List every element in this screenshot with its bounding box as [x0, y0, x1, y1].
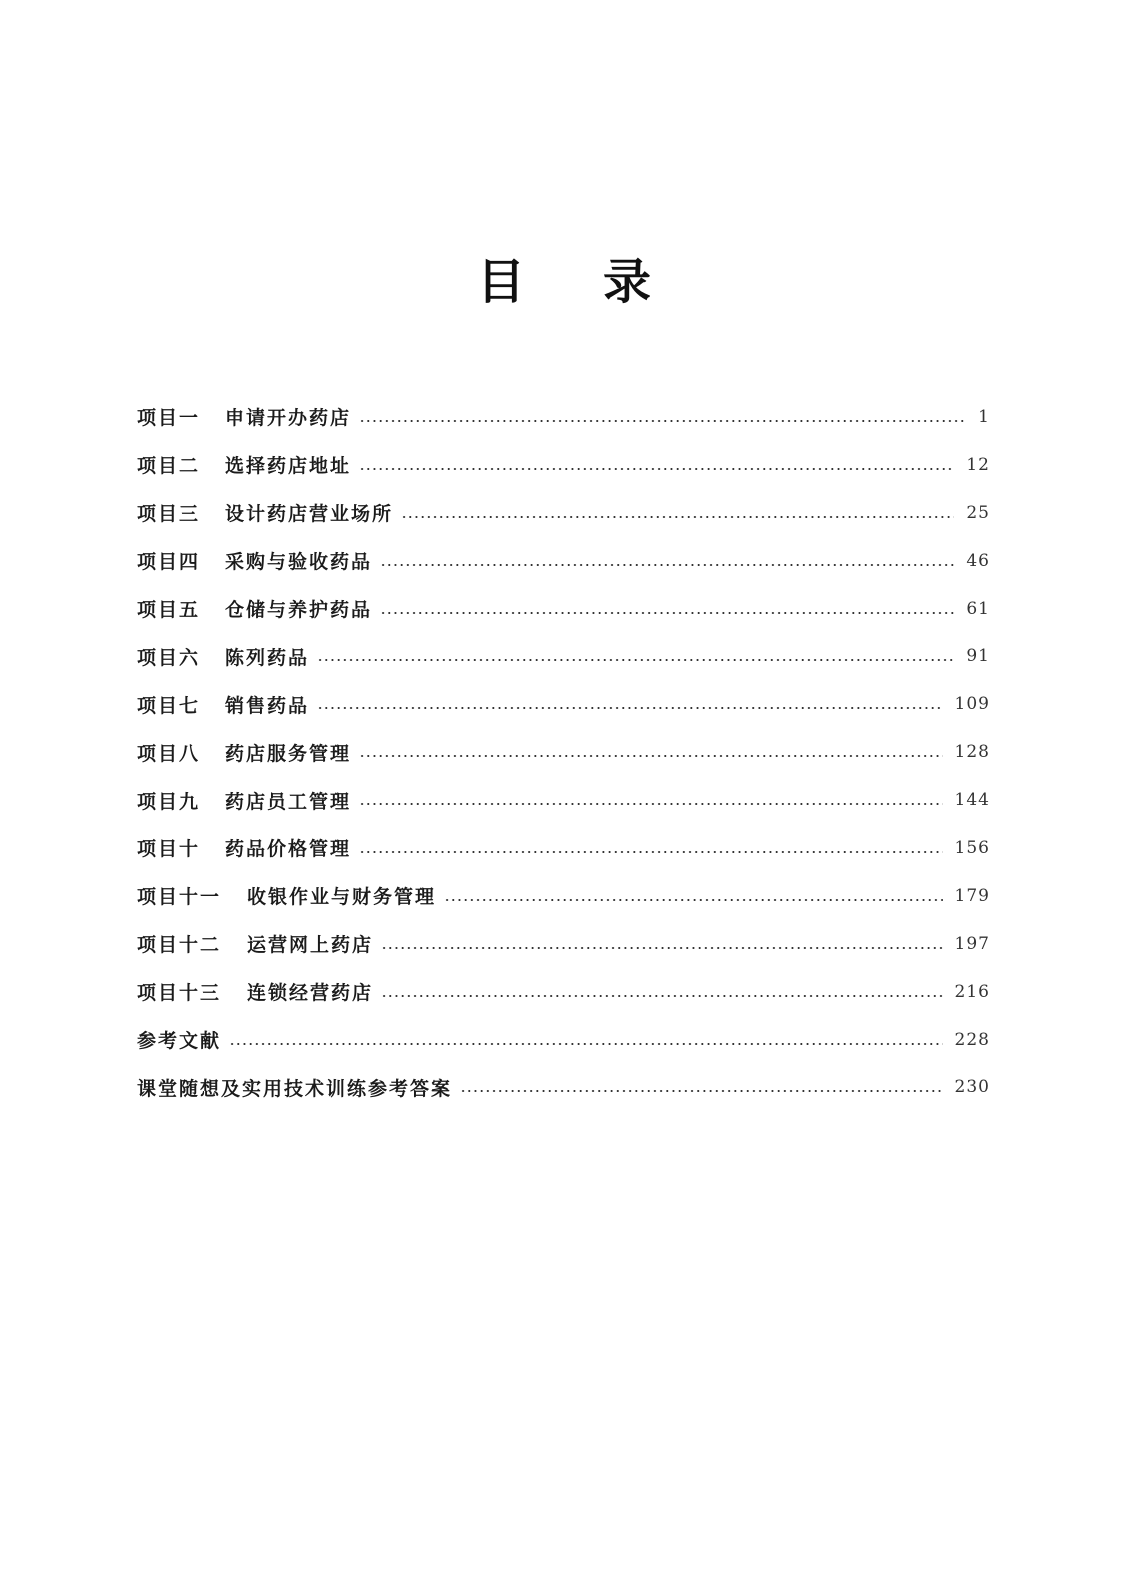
toc-entry-page: 109: [954, 694, 990, 715]
toc-entry-page: 179: [954, 885, 990, 906]
toc-entry-page: 91: [966, 646, 990, 667]
dot-leader: [401, 516, 954, 518]
dot-leader: [359, 851, 943, 853]
dot-leader: [359, 803, 943, 805]
toc-entry-title: 采购与验收药品: [225, 551, 373, 574]
toc-entry[interactable]: [137, 776, 990, 824]
toc-entry-label: [137, 595, 372, 622]
toc-entry-page: 230: [954, 1077, 990, 1098]
toc-entry-project: 项目三: [137, 503, 201, 526]
toc-entry[interactable]: [137, 680, 990, 728]
dot-leader: [359, 420, 966, 422]
dot-leader: [444, 899, 943, 901]
toc-entry-label: [137, 691, 309, 718]
toc-entry-title: 申请开办药店: [225, 407, 352, 430]
toc-entry-project: 项目六: [137, 646, 201, 669]
toc-entry-page: 61: [966, 598, 990, 619]
toc-entry[interactable]: [137, 489, 990, 537]
toc-entry[interactable]: [137, 393, 990, 441]
toc-entry-page: 128: [954, 742, 990, 763]
toc-entry-title: 选择药店地址: [225, 455, 352, 478]
toc-entry-title: 设计药店营业场所: [225, 503, 394, 526]
toc-entry-label: [137, 1074, 452, 1101]
toc-entry-label: [137, 451, 351, 478]
toc-entry[interactable]: [137, 441, 990, 489]
page-title-char-1: 目: [476, 254, 525, 310]
dot-leader: [359, 468, 954, 470]
toc-entry-project: 项目七: [137, 694, 201, 717]
toc-entry-label: [137, 499, 393, 526]
toc-entry-project: 项目八: [137, 742, 201, 765]
toc-entry-page: 46: [966, 550, 990, 571]
toc-entry[interactable]: [137, 537, 990, 585]
toc-entry[interactable]: [137, 1016, 990, 1064]
toc-entry-label: [137, 403, 351, 430]
toc-entry-page: 228: [954, 1029, 990, 1050]
toc-entry-page: 1: [978, 406, 990, 427]
toc-entry-page: 12: [966, 454, 990, 475]
toc-entry[interactable]: [137, 728, 990, 776]
toc-entry-title: 课堂随想及实用技术训练参考答案: [137, 1077, 453, 1100]
toc-entry-title: 药店服务管理: [225, 742, 352, 765]
toc-entry-project: 项目二: [137, 455, 201, 478]
toc-entry-project: 项目四: [137, 551, 201, 574]
toc-entry-label: [137, 643, 309, 670]
toc-entry-label: [137, 834, 351, 861]
toc-entry[interactable]: [137, 920, 990, 968]
toc-entry-title: 参考文献: [137, 1030, 222, 1053]
table-of-contents: [137, 393, 990, 1111]
toc-entry-project: 项目十: [137, 838, 201, 861]
page-title-char-2: 录: [603, 254, 652, 310]
dot-leader: [229, 1043, 943, 1045]
toc-entry[interactable]: [137, 1063, 990, 1111]
toc-entry-page: 144: [954, 790, 990, 811]
toc-entry-title: 药店员工管理: [225, 790, 352, 813]
toc-entry-title: 连锁经营药店: [247, 982, 374, 1005]
toc-entry-project: 项目一: [137, 407, 201, 430]
toc-entry-project: 项目九: [137, 790, 201, 813]
toc-entry[interactable]: [137, 872, 990, 920]
toc-entry-title: 收银作业与财务管理: [247, 886, 437, 909]
toc-entry-project: 项目十三: [137, 982, 222, 1005]
toc-entry-label: [137, 882, 436, 909]
toc-entry-label: [137, 547, 372, 574]
dot-leader: [380, 564, 954, 566]
toc-entry-label: [137, 739, 351, 766]
toc-entry-page: 156: [954, 837, 990, 858]
dot-leader: [380, 612, 954, 614]
toc-entry-title: 陈列药品: [225, 646, 310, 669]
dot-leader: [381, 947, 943, 949]
toc-entry-page: 197: [954, 933, 990, 954]
dot-leader: [381, 995, 943, 997]
toc-entry-label: [137, 787, 351, 814]
toc-entry-page: 25: [966, 502, 990, 523]
toc-entry-project: 项目十一: [137, 886, 222, 909]
dot-leader: [359, 755, 943, 757]
toc-entry-label: [137, 930, 373, 957]
page-title: [0, 252, 1128, 312]
dot-leader: [317, 707, 943, 709]
toc-entry-label: [137, 978, 373, 1005]
toc-entry-title: 仓储与养护药品: [225, 599, 373, 621]
toc-entry[interactable]: [137, 632, 990, 680]
toc-entry-page: 216: [954, 981, 990, 1002]
toc-entry[interactable]: [137, 968, 990, 1016]
toc-entry-title: 销售药品: [225, 694, 310, 717]
toc-entry-title: 运营网上药店: [247, 934, 374, 957]
toc-entry[interactable]: [137, 824, 990, 872]
toc-entry-label: [137, 1026, 221, 1053]
toc-entry[interactable]: [137, 585, 990, 633]
toc-entry-title: 药品价格管理: [225, 838, 352, 861]
toc-entry-project: 项目十二: [137, 934, 222, 957]
dot-leader: [317, 659, 954, 661]
toc-entry-project: 项目五: [137, 599, 201, 621]
dot-leader: [460, 1090, 943, 1092]
